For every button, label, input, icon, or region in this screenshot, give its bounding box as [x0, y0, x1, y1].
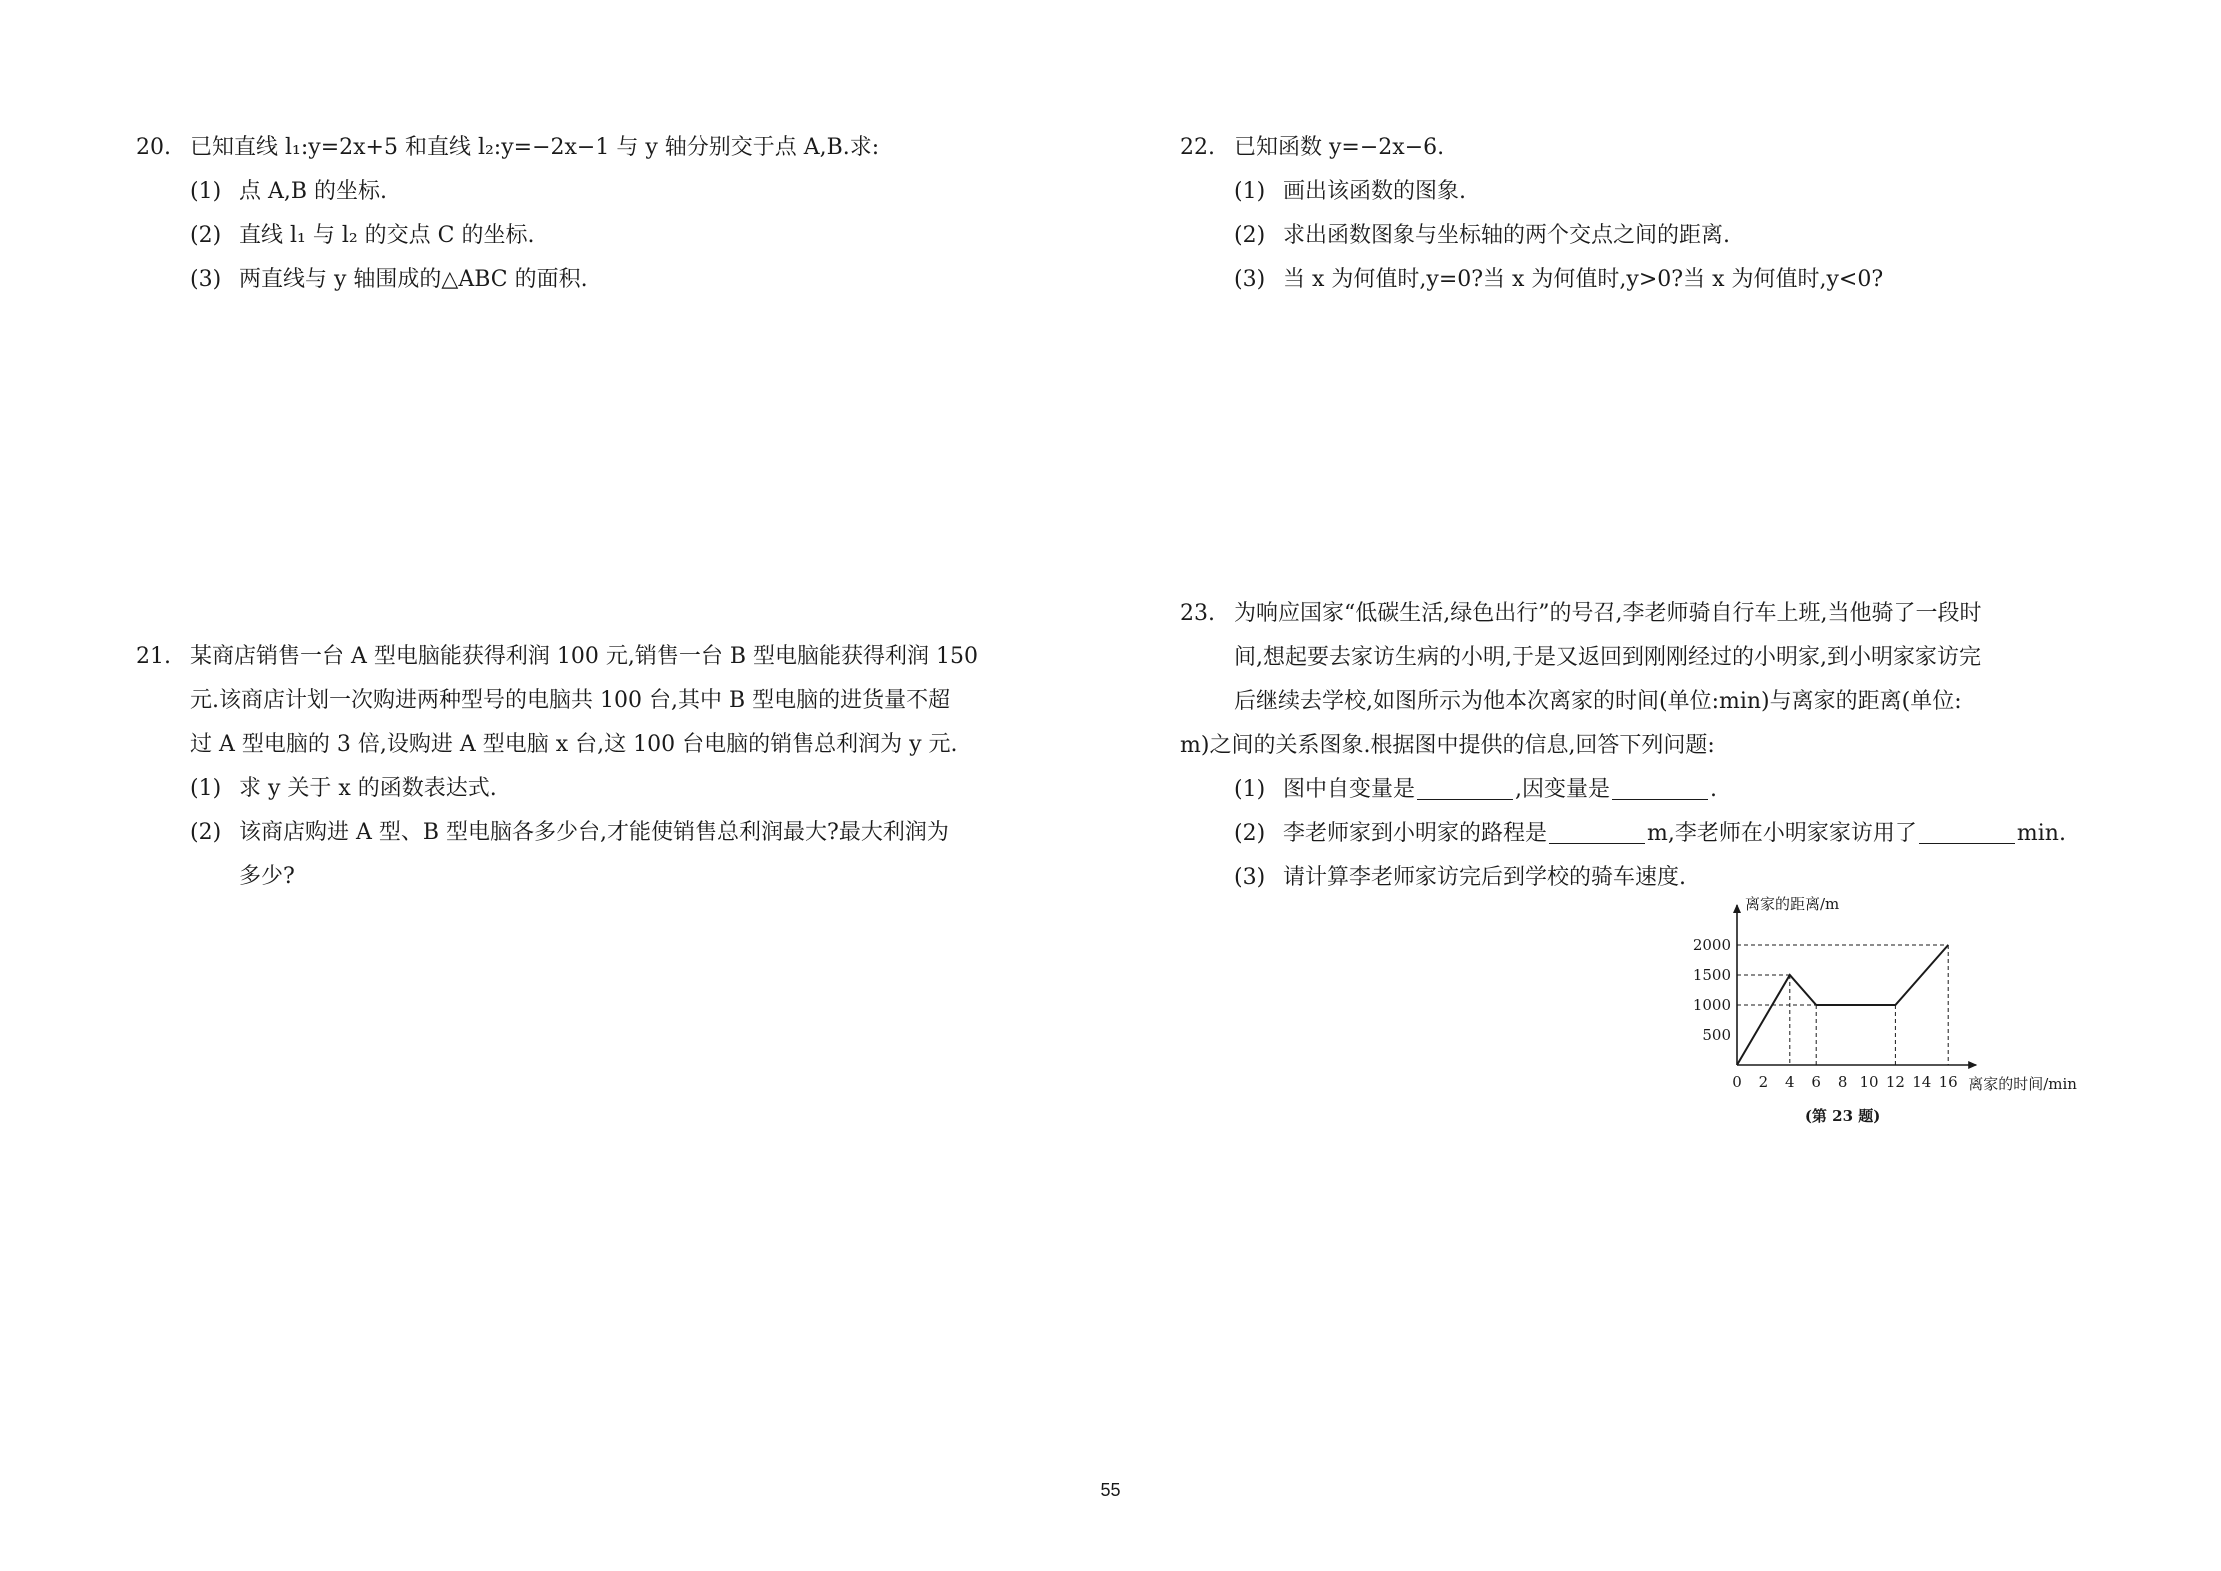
y-tick-label: 1000 [1692, 996, 1731, 1014]
x-tick-label: 0 [1732, 1073, 1742, 1091]
sub-question: (2) 求出函数图象与坐标轴的两个交点之间的距离. [1234, 223, 1730, 248]
question-stem: m)之间的关系图象.根据图中提供的信息,回答下列问题: [1180, 733, 1715, 758]
question-number: 20. [136, 135, 171, 160]
sub-question-cont: 多少? [239, 864, 295, 889]
x-tick-label: 10 [1859, 1073, 1879, 1091]
question-stem: 元.该商店计划一次购进两种型号的电脑共 100 台,其中 B 型电脑的进货量不超 [190, 688, 951, 713]
question-20 [136, 126, 879, 302]
distance-time-chart [1640, 885, 2110, 1135]
chart-caption: (第 23 题) [1804, 1107, 1881, 1125]
answer-blank[interactable] [1612, 771, 1708, 800]
sub-question: (2) 李老师家到小明家的路程是 m,李老师在小明家家访用了 min. [1180, 812, 2066, 856]
question-21 [136, 635, 978, 899]
x-tick-label: 12 [1885, 1073, 1905, 1091]
question-number: 21. [136, 644, 171, 669]
question-stem: 间,想起要去家访生病的小明,于是又返回到刚刚经过的小明家,到小明家家访完 [1234, 645, 1981, 670]
y-axis-label: 离家的距离/m [1745, 895, 1840, 913]
sub-question: (1) 图中自变量是 ,因变量是 . [1180, 768, 2066, 812]
page-number: 55 [1100, 1480, 1121, 1500]
question-22 [1180, 126, 1883, 302]
x-tick-label: 16 [1938, 1073, 1958, 1091]
sub-question: (3) 请计算李老师家访完后到学校的骑车速度. [1234, 865, 1686, 890]
question-23 [1180, 592, 2066, 900]
x-axis-label: 离家的时间/min [1968, 1075, 2077, 1093]
question-stem: 后继续去学校,如图所示为他本次离家的时间(单位:min)与离家的距离(单位: [1234, 689, 1962, 714]
question-stem: 过 A 型电脑的 3 倍,设购进 A 型电脑 x 台,这 100 台电脑的销售总利润为 y 元. [190, 732, 958, 757]
y-tick-label: 500 [1702, 1026, 1731, 1044]
x-tick-label: 14 [1912, 1073, 1932, 1091]
answer-blank[interactable] [1417, 771, 1513, 800]
sub-question: (1) 求 y 关于 x 的函数表达式. [190, 776, 497, 801]
x-tick-label: 6 [1811, 1073, 1821, 1091]
question-stem [136, 126, 879, 170]
chart-axes [1737, 905, 1976, 1065]
sub-question: (1) 点 A,B 的坐标. [190, 179, 388, 204]
x-tick-label: 4 [1785, 1073, 1795, 1091]
question-stem: 22. 已知函数 y=−2x−6. [1180, 126, 1883, 170]
question-number: 23. [1180, 601, 1215, 626]
chart-labels [1693, 895, 2077, 1125]
sub-question: (2) 直线 l₁ 与 l₂ 的交点 C 的坐标. [190, 223, 535, 248]
x-tick-label: 8 [1837, 1073, 1848, 1091]
question-number: 22. [1180, 135, 1215, 160]
sub-question: (1) 画出该函数的图象. [1234, 179, 1466, 204]
question-stem: 23. 为响应国家“低碳生活,绿色出行”的号召,李老师骑自行车上班,当他骑了一段时 [1180, 592, 2066, 636]
y-tick-label: 2000 [1692, 936, 1731, 954]
answer-blank[interactable] [1919, 815, 2015, 844]
y-tick-label: 1500 [1692, 966, 1731, 984]
x-tick-label: 2 [1758, 1073, 1769, 1091]
sub-question: (3) 当 x 为何值时,y=0?当 x 为何值时,y>0?当 x 为何值时,y<0? [1234, 267, 1884, 292]
stem-text: 已知直线 l₁:y=2x+5 和直线 l₂:y=−2x−1 与 y 轴分别交于点 A,B.求: [190, 135, 880, 160]
sub-question: (2) 该商店购进 A 型、B 型电脑各多少台,才能使销售总利润最大?最大利润为 [190, 820, 949, 845]
question-stem: 21. 某商店销售一台 A 型电脑能获得利润 100 元,销售一台 B 型电脑能获得利润 150 [136, 635, 978, 679]
answer-blank[interactable] [1549, 815, 1645, 844]
sub-question: (3) 两直线与 y 轴围成的△ABC 的面积. [190, 267, 588, 292]
